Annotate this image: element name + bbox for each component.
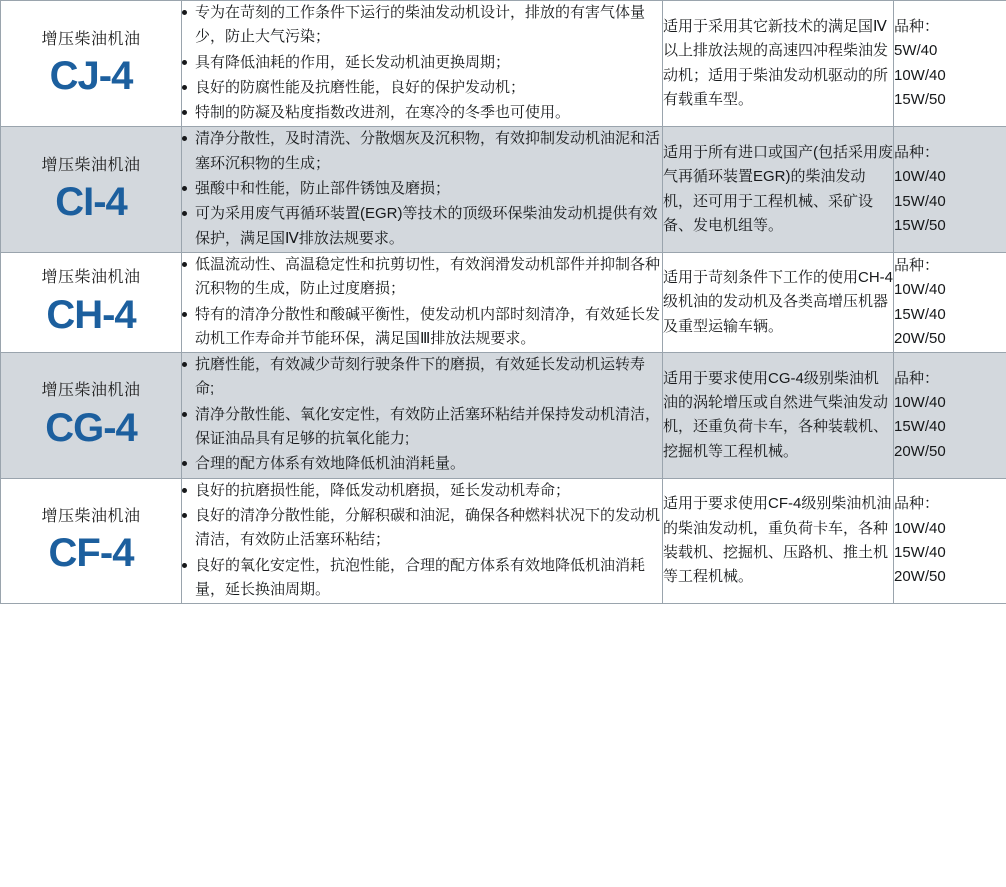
application-cell: 适用于要求使用CG-4级别柴油机油的涡轮增压或自然进气柴油发动机，还重负荷卡车，各种装载机、挖掘机等工程机械。: [663, 353, 894, 478]
feature-list: [182, 353, 662, 476]
feature-list: [182, 127, 662, 250]
list-item: 特有的清净分散性和酸碱平衡性，使发动机内部时刻清净，有效延长发动机工作寿命并节能环保，满足国Ⅲ排放法规要求。: [182, 303, 662, 352]
list-item: 良好的抗磨损性能，降低发动机磨损，延长发动机寿命；: [182, 479, 662, 503]
grade-label: 增压柴油机油: [41, 382, 141, 400]
viscosity-title: 品种：: [894, 144, 940, 162]
features-cell: [182, 127, 663, 252]
viscosity-title: 品种：: [894, 256, 940, 274]
grade-cell: [1, 478, 182, 603]
viscosity-item: 10W/40: [894, 168, 946, 186]
viscosity-item: 10W/40: [894, 394, 946, 412]
list-item: 合理的配方体系有效地降低机油消耗量。: [182, 452, 662, 476]
application-cell: 适用于所有进口或国产(包括采用废气再循环装置EGR)的柴油发动机，还可用于工程机械、采矿设备、发电机组等。: [663, 127, 894, 252]
viscosity-item: 10W/40: [894, 519, 946, 537]
list-item: 强酸中和性能，防止部件锈蚀及磨损；: [182, 177, 662, 201]
grade-label: 增压柴油机油: [41, 269, 141, 287]
table-row: [1, 252, 1006, 352]
viscosity-cell: [894, 1, 1006, 127]
grade-code: CG-4: [45, 405, 137, 450]
features-cell: [182, 1, 663, 127]
table-body: [1, 1, 1006, 604]
viscosity-cell: [894, 127, 1006, 252]
viscosity-title: 品种：: [894, 369, 940, 387]
grade-code: CJ-4: [49, 53, 133, 98]
grade-code: CF-4: [48, 531, 134, 576]
viscosity-cell: [894, 252, 1006, 352]
list-item: 良好的防腐性能及抗磨性能，良好的保护发动机；: [182, 76, 662, 100]
list-item: 清净分散性，及时清洗、分散烟灰及沉积物，有效抑制发动机油泥和活塞环沉积物的生成；: [182, 127, 662, 176]
viscosity-item: 15W/40: [894, 543, 946, 561]
viscosity-item: 15W/50: [894, 91, 946, 109]
table-row: [1, 353, 1006, 478]
features-cell: [182, 478, 663, 603]
viscosity-item: 10W/40: [894, 66, 946, 84]
application-cell: 适用于要求使用CF-4级别柴油机油的柴油发动机，重负荷卡车，各种装载机、挖掘机、压路机、推土机等工程机械。: [663, 478, 894, 603]
features-cell: [182, 353, 663, 478]
viscosity-item: 5W/40: [894, 42, 938, 60]
grade-cell: [1, 353, 182, 478]
grade-code: CH-4: [46, 292, 136, 337]
list-item: 低温流动性、高温稳定性和抗剪切性，有效润滑发动机部件并抑制各种沉积物的生成，防止过度磨损；: [182, 253, 662, 302]
table-row: [1, 127, 1006, 252]
feature-list: [182, 479, 662, 602]
application-cell: 适用于苛刻条件下工作的使用CH-4级机油的发动机及各类高增压机器及重型运输车辆。: [663, 252, 894, 352]
list-item: 良好的氧化安定性，抗泡性能，合理的配方体系有效地降低机油消耗量，延长换油周期。: [182, 554, 662, 603]
list-item: 特制的防凝及粘度指数改进剂，在寒冷的冬季也可使用。: [182, 101, 662, 125]
list-item: 具有降低油耗的作用，延长发动机油更换周期；: [182, 51, 662, 75]
features-cell: [182, 252, 663, 352]
list-item: 抗磨性能，有效减少苛刻行驶条件下的磨损，有效延长发动机运转寿命;: [182, 353, 662, 402]
grade-cell: [1, 127, 182, 252]
viscosity-cell: [894, 478, 1006, 603]
table-row: [1, 478, 1006, 603]
list-item: 清净分散性能、氧化安定性，有效防止活塞环粘结并保持发动机清洁，保证油品具有足够的抗氧化能力;: [182, 403, 662, 452]
grade-label: 增压柴油机油: [41, 156, 141, 174]
viscosity-item: 15W/40: [894, 192, 946, 210]
grade-cell: [1, 1, 182, 127]
viscosity-title: 品种：: [894, 495, 940, 513]
viscosity-item: 15W/50: [894, 217, 946, 235]
feature-list: [182, 253, 662, 351]
viscosity-item: 10W/40: [894, 281, 946, 299]
viscosity-item: 20W/50: [894, 442, 946, 460]
viscosity-item: 20W/50: [894, 329, 946, 347]
application-cell: 适用于采用其它新技术的满足国Ⅳ以上排放法规的高速四冲程柴油发动机；适用于柴油发动机驱动的所有载重车型。: [663, 1, 894, 127]
grade-code: CI-4: [55, 179, 127, 224]
grade-label: 增压柴油机油: [41, 30, 141, 48]
list-item: 可为采用废气再循环装置(EGR)等技术的顶级环保柴油发动机提供有效保护，满足国Ⅳ排放法规要求。: [182, 202, 662, 251]
feature-list: [182, 1, 662, 125]
viscosity-item: 20W/50: [894, 568, 946, 586]
viscosity-title: 品种：: [894, 18, 940, 36]
list-item: 良好的清净分散性能，分解积碳和油泥，确保各种燃料状况下的发动机清洁，有效防止活塞环粘结；: [182, 504, 662, 553]
viscosity-cell: [894, 353, 1006, 478]
viscosity-item: 15W/40: [894, 305, 946, 323]
list-item: 专为在苛刻的工作条件下运行的柴油发动机设计，排放的有害气体量少，防止大气污染；: [182, 1, 662, 50]
grade-label: 增压柴油机油: [41, 507, 141, 525]
grade-cell: [1, 252, 182, 352]
table-row: [1, 1, 1006, 127]
viscosity-item: 15W/40: [894, 418, 946, 436]
